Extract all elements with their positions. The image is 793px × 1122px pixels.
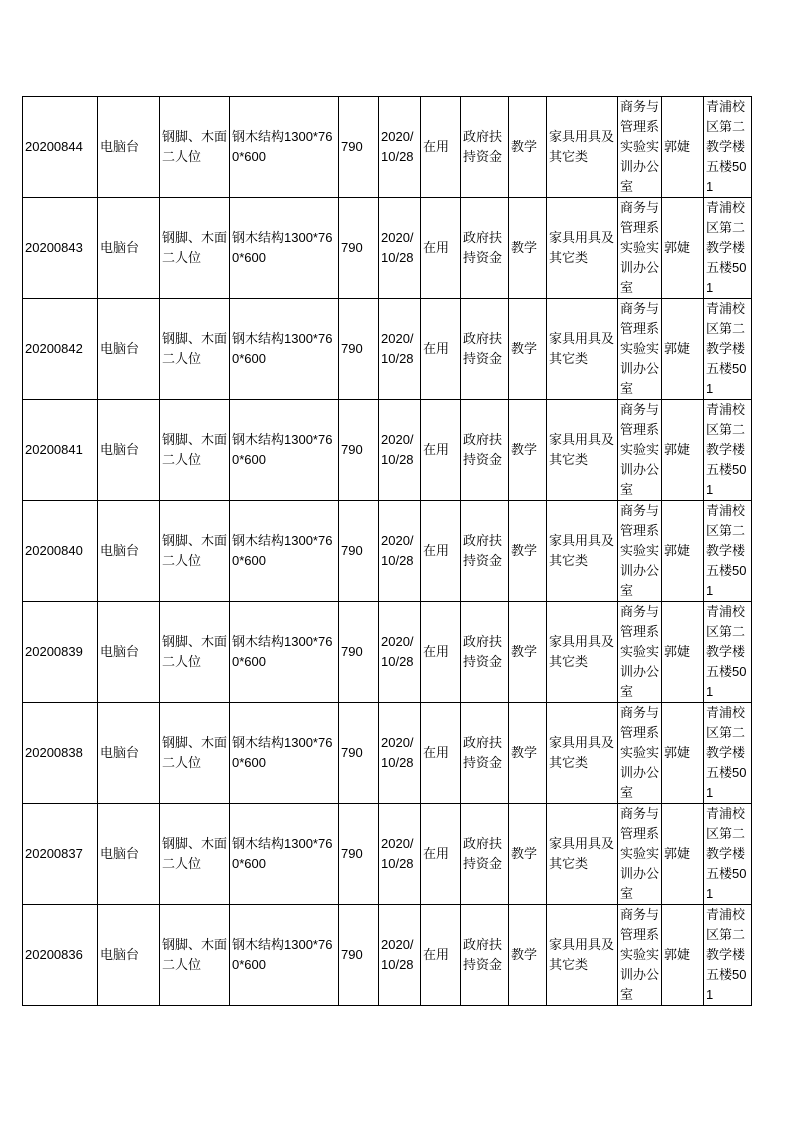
cell-spec: 钢脚、木面二人位 <box>160 703 230 804</box>
cell-asset-name: 电脑台 <box>98 400 160 501</box>
cell-fund-source: 政府扶持资金 <box>461 501 509 602</box>
cell-price: 790 <box>339 299 379 400</box>
cell-category: 家具用具及其它类 <box>547 400 618 501</box>
cell-spec: 钢脚、木面二人位 <box>160 198 230 299</box>
table-row <box>23 905 752 1006</box>
cell-asset-name: 电脑台 <box>98 703 160 804</box>
cell-location: 青浦校区第二教学楼五楼501 <box>704 703 752 804</box>
cell-model: 钢木结构1300*760*600 <box>230 400 339 501</box>
cell-asset-id: 20200839 <box>23 602 98 703</box>
table-row <box>23 97 752 198</box>
cell-category: 家具用具及其它类 <box>547 501 618 602</box>
cell-price: 790 <box>339 501 379 602</box>
cell-status: 在用 <box>421 299 461 400</box>
cell-asset-id: 20200844 <box>23 97 98 198</box>
cell-fund-source: 政府扶持资金 <box>461 97 509 198</box>
cell-usage: 教学 <box>509 804 547 905</box>
cell-usage: 教学 <box>509 299 547 400</box>
cell-usage: 教学 <box>509 198 547 299</box>
cell-status: 在用 <box>421 804 461 905</box>
cell-asset-id: 20200840 <box>23 501 98 602</box>
cell-department: 商务与管理系实验实训办公室 <box>618 703 662 804</box>
cell-department: 商务与管理系实验实训办公室 <box>618 299 662 400</box>
cell-asset-name: 电脑台 <box>98 602 160 703</box>
cell-asset-name: 电脑台 <box>98 198 160 299</box>
cell-status: 在用 <box>421 905 461 1006</box>
cell-asset-name: 电脑台 <box>98 804 160 905</box>
cell-keeper: 郭婕 <box>662 400 704 501</box>
cell-model: 钢木结构1300*760*600 <box>230 97 339 198</box>
cell-fund-source: 政府扶持资金 <box>461 299 509 400</box>
cell-fund-source: 政府扶持资金 <box>461 905 509 1006</box>
cell-date: 2020/10/28 <box>379 602 421 703</box>
cell-asset-id: 20200836 <box>23 905 98 1006</box>
cell-date: 2020/10/28 <box>379 703 421 804</box>
cell-asset-id: 20200842 <box>23 299 98 400</box>
cell-usage: 教学 <box>509 97 547 198</box>
cell-status: 在用 <box>421 198 461 299</box>
cell-category: 家具用具及其它类 <box>547 198 618 299</box>
cell-status: 在用 <box>421 602 461 703</box>
cell-category: 家具用具及其它类 <box>547 804 618 905</box>
table-row <box>23 501 752 602</box>
cell-status: 在用 <box>421 501 461 602</box>
cell-category: 家具用具及其它类 <box>547 703 618 804</box>
cell-date: 2020/10/28 <box>379 97 421 198</box>
cell-location: 青浦校区第二教学楼五楼501 <box>704 400 752 501</box>
cell-keeper: 郭婕 <box>662 804 704 905</box>
cell-keeper: 郭婕 <box>662 703 704 804</box>
table-body <box>23 97 752 1006</box>
cell-price: 790 <box>339 198 379 299</box>
cell-department: 商务与管理系实验实训办公室 <box>618 198 662 299</box>
cell-spec: 钢脚、木面二人位 <box>160 804 230 905</box>
cell-keeper: 郭婕 <box>662 299 704 400</box>
table-row <box>23 198 752 299</box>
cell-asset-name: 电脑台 <box>98 97 160 198</box>
cell-model: 钢木结构1300*760*600 <box>230 299 339 400</box>
cell-model: 钢木结构1300*760*600 <box>230 905 339 1006</box>
cell-price: 790 <box>339 905 379 1006</box>
cell-asset-id: 20200843 <box>23 198 98 299</box>
table-row <box>23 400 752 501</box>
cell-keeper: 郭婕 <box>662 97 704 198</box>
cell-location: 青浦校区第二教学楼五楼501 <box>704 97 752 198</box>
cell-location: 青浦校区第二教学楼五楼501 <box>704 602 752 703</box>
cell-location: 青浦校区第二教学楼五楼501 <box>704 804 752 905</box>
cell-date: 2020/10/28 <box>379 501 421 602</box>
cell-price: 790 <box>339 97 379 198</box>
cell-usage: 教学 <box>509 400 547 501</box>
cell-model: 钢木结构1300*760*600 <box>230 198 339 299</box>
cell-price: 790 <box>339 400 379 501</box>
table-row <box>23 602 752 703</box>
cell-keeper: 郭婕 <box>662 198 704 299</box>
cell-model: 钢木结构1300*760*600 <box>230 703 339 804</box>
cell-spec: 钢脚、木面二人位 <box>160 400 230 501</box>
cell-spec: 钢脚、木面二人位 <box>160 501 230 602</box>
cell-model: 钢木结构1300*760*600 <box>230 602 339 703</box>
table-row <box>23 299 752 400</box>
cell-asset-id: 20200841 <box>23 400 98 501</box>
cell-price: 790 <box>339 602 379 703</box>
cell-category: 家具用具及其它类 <box>547 602 618 703</box>
cell-fund-source: 政府扶持资金 <box>461 400 509 501</box>
cell-status: 在用 <box>421 400 461 501</box>
cell-location: 青浦校区第二教学楼五楼501 <box>704 905 752 1006</box>
cell-department: 商务与管理系实验实训办公室 <box>618 804 662 905</box>
cell-usage: 教学 <box>509 703 547 804</box>
cell-keeper: 郭婕 <box>662 501 704 602</box>
cell-asset-id: 20200837 <box>23 804 98 905</box>
cell-category: 家具用具及其它类 <box>547 299 618 400</box>
cell-usage: 教学 <box>509 602 547 703</box>
cell-location: 青浦校区第二教学楼五楼501 <box>704 299 752 400</box>
table-row <box>23 804 752 905</box>
table-row <box>23 703 752 804</box>
cell-spec: 钢脚、木面二人位 <box>160 299 230 400</box>
cell-price: 790 <box>339 703 379 804</box>
cell-asset-name: 电脑台 <box>98 501 160 602</box>
cell-date: 2020/10/28 <box>379 804 421 905</box>
cell-asset-name: 电脑台 <box>98 299 160 400</box>
cell-spec: 钢脚、木面二人位 <box>160 602 230 703</box>
cell-fund-source: 政府扶持资金 <box>461 804 509 905</box>
cell-fund-source: 政府扶持资金 <box>461 198 509 299</box>
cell-keeper: 郭婕 <box>662 905 704 1006</box>
cell-model: 钢木结构1300*760*600 <box>230 804 339 905</box>
cell-category: 家具用具及其它类 <box>547 905 618 1006</box>
cell-model: 钢木结构1300*760*600 <box>230 501 339 602</box>
cell-fund-source: 政府扶持资金 <box>461 703 509 804</box>
cell-department: 商务与管理系实验实训办公室 <box>618 97 662 198</box>
cell-date: 2020/10/28 <box>379 400 421 501</box>
cell-department: 商务与管理系实验实训办公室 <box>618 501 662 602</box>
cell-asset-id: 20200838 <box>23 703 98 804</box>
cell-status: 在用 <box>421 703 461 804</box>
cell-location: 青浦校区第二教学楼五楼501 <box>704 198 752 299</box>
cell-fund-source: 政府扶持资金 <box>461 602 509 703</box>
cell-department: 商务与管理系实验实训办公室 <box>618 905 662 1006</box>
cell-usage: 教学 <box>509 905 547 1006</box>
cell-location: 青浦校区第二教学楼五楼501 <box>704 501 752 602</box>
cell-spec: 钢脚、木面二人位 <box>160 905 230 1006</box>
cell-category: 家具用具及其它类 <box>547 97 618 198</box>
cell-status: 在用 <box>421 97 461 198</box>
cell-keeper: 郭婕 <box>662 602 704 703</box>
cell-asset-name: 电脑台 <box>98 905 160 1006</box>
cell-date: 2020/10/28 <box>379 905 421 1006</box>
cell-department: 商务与管理系实验实训办公室 <box>618 400 662 501</box>
cell-price: 790 <box>339 804 379 905</box>
cell-usage: 教学 <box>509 501 547 602</box>
cell-date: 2020/10/28 <box>379 198 421 299</box>
cell-department: 商务与管理系实验实训办公室 <box>618 602 662 703</box>
asset-table <box>22 96 752 1006</box>
cell-spec: 钢脚、木面二人位 <box>160 97 230 198</box>
cell-date: 2020/10/28 <box>379 299 421 400</box>
